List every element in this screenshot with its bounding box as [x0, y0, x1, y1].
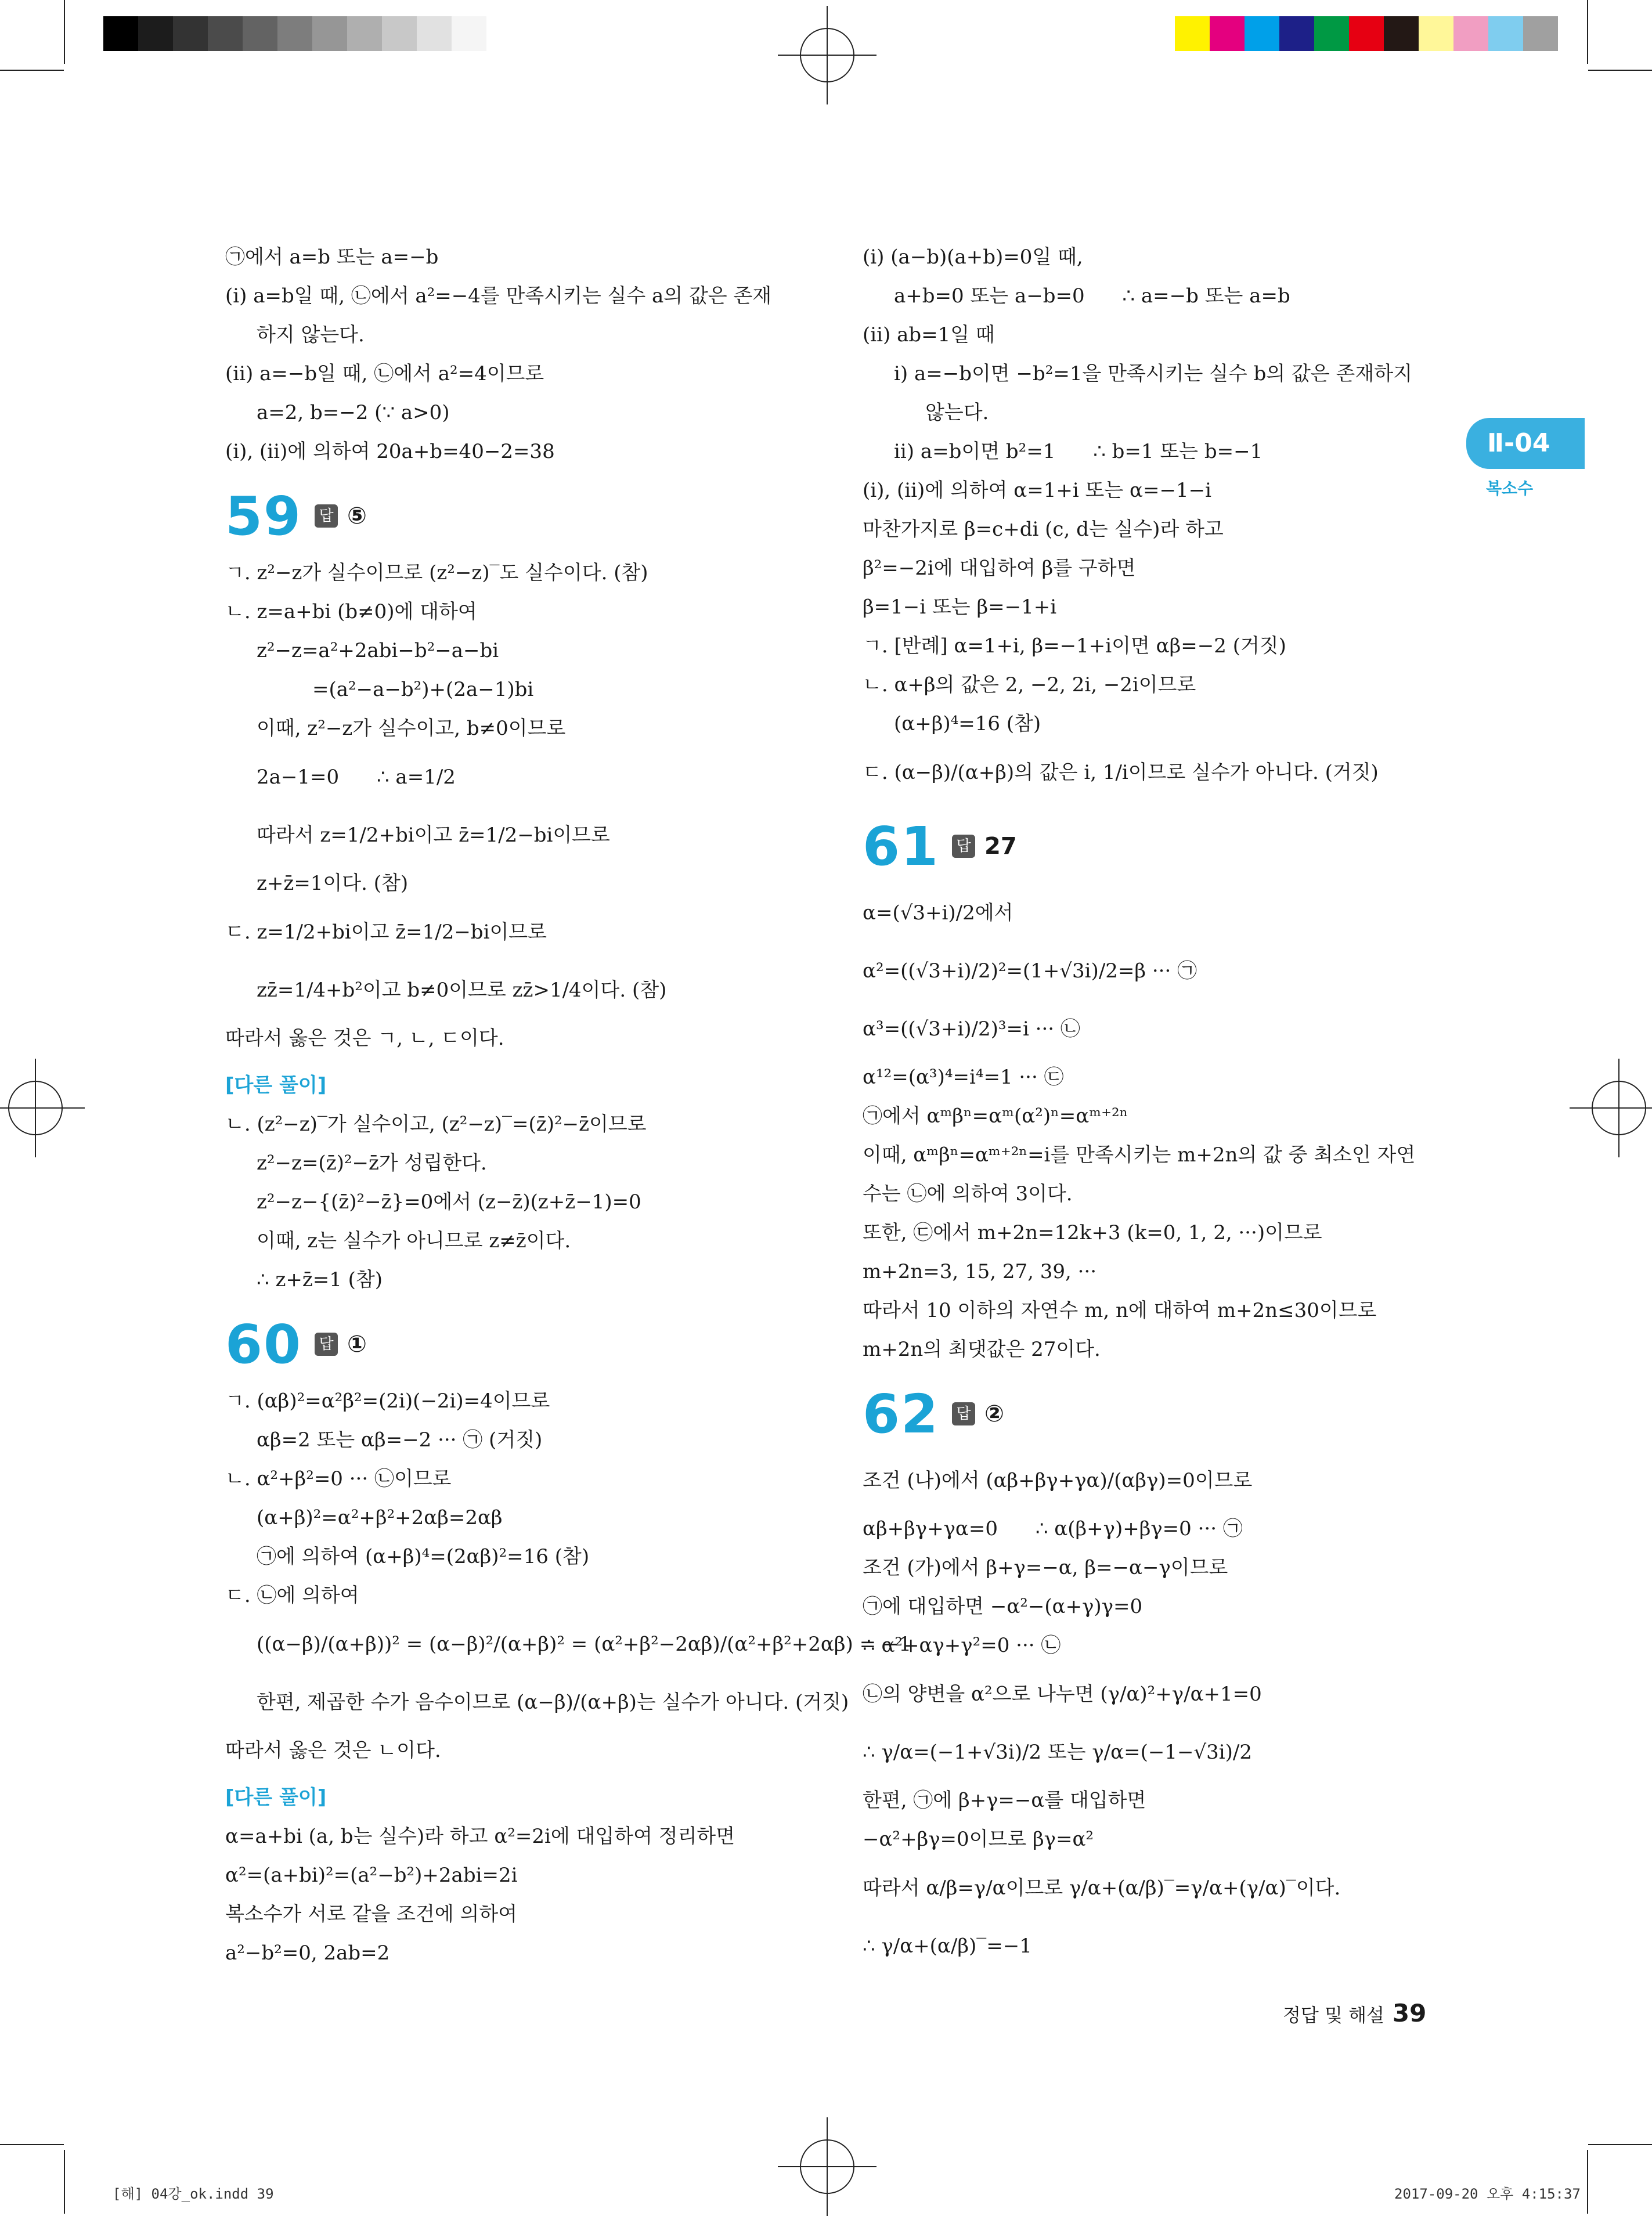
- text-line: α²=(a+bi)²=(a²−b²)+2abi=2i: [225, 1864, 518, 1887]
- file-slug: [해] 04강_ok.indd 39: [113, 2186, 274, 2202]
- text-line: 않는다.: [925, 401, 989, 424]
- text-line: ㄴ. α+β의 값은 2, −2, 2i, −2i이므로: [863, 673, 1196, 696]
- text-line: a=2, b=−2 (∵ a>0): [257, 401, 450, 424]
- chapter-tab: Ⅱ-04: [1466, 418, 1585, 469]
- text-line: β=1−i 또는 β=−1+i: [863, 595, 1057, 619]
- text-line: α=a+bi (a, b는 실수)라 하고 α²=2i에 대입하여 정리하면: [225, 1825, 735, 1848]
- text-line: ㄱ. z²−z가 실수이므로 (z²−z)‾도 실수이다. (참): [225, 561, 648, 584]
- text-line: 따라서 옳은 것은 ㄴ이다.: [225, 1739, 441, 1762]
- text-line: ((α−β)/(α+β))² = (α−β)²/(α+β)² = (α²+β²−2αβ)/(α²+β²+2αβ) = −1: [257, 1633, 912, 1656]
- gray-swatch: [312, 16, 347, 51]
- text-line: (ⅰ), (ⅱ)에 의하여 α=1+i 또는 α=−1−i: [863, 479, 1211, 502]
- color-swatch: [1419, 16, 1453, 51]
- gray-swatch: [243, 16, 277, 51]
- question-number: 62: [863, 1383, 940, 1445]
- text-line: 따라서 옳은 것은 ㄱ, ㄴ, ㄷ이다.: [225, 1027, 504, 1050]
- text-line: 한편, 제곱한 수가 음수이므로 (α−β)/(α+β)는 실수가 아니다. (거짓): [257, 1691, 849, 1714]
- text-line: (ⅰ) a=b일 때, ㉡에서 a²=−4를 만족시키는 실수 a의 값은 존재: [225, 284, 772, 308]
- color-swatch: [1175, 16, 1210, 51]
- color-swatch: [1245, 16, 1279, 51]
- gray-swatch: [347, 16, 382, 51]
- text-line: 이때, z는 실수가 아니므로 z≠z̄이다.: [257, 1229, 571, 1253]
- question-header-60: [225, 1306, 829, 1382]
- color-swatch: [1279, 16, 1314, 51]
- chapter-subtitle: 복소수: [1486, 479, 1534, 498]
- question-header-59: [225, 478, 829, 554]
- gray-swatch: [417, 16, 452, 51]
- text-line: 마찬가지로 β=c+di (c, d는 실수)라 하고: [863, 518, 1224, 541]
- text-line: 2a−1=0 ∴ a=1/2: [257, 766, 456, 789]
- color-swatch: [1314, 16, 1349, 51]
- text-line: 따라서 z=1/2+bi이고 z̄=1/2−bi이므로: [257, 824, 610, 847]
- text-line: a²−b²=0, 2ab=2: [225, 1941, 390, 1965]
- text-line: =(a²−a−b²)+(2a−1)bi: [312, 678, 534, 701]
- text-line: ㉠에 대입하면 −α²−(α+γ)γ=0: [863, 1595, 1143, 1618]
- text-line: (α+β)⁴=16 (참): [894, 712, 1041, 735]
- registration-mark: [1592, 1081, 1646, 1135]
- text-line: ㄷ. ㉡에 의하여: [225, 1584, 359, 1607]
- gray-swatch: [452, 16, 486, 51]
- registration-mark: [8, 1081, 63, 1135]
- right-column: [863, 238, 1443, 1975]
- text-line: ㄱ. [반례] α=1+i, β=−1+i이면 αβ=−2 (거짓): [863, 634, 1286, 658]
- text-line: ⅱ) a=b이면 b²=1 ∴ b=1 또는 b=−1: [894, 440, 1263, 463]
- text-line: m+2n=3, 15, 27, 39, ···: [863, 1260, 1097, 1283]
- text-line: (ⅰ), (ⅱ)에 의하여 20a+b=40−2=38: [225, 440, 555, 463]
- crop-mark: [0, 70, 64, 71]
- text-line: 따라서 10 이하의 자연수 m, n에 대하여 m+2n≤30이므로: [863, 1299, 1377, 1322]
- text-line: a+b=0 또는 a−b=0 ∴ a=−b 또는 a=b: [894, 284, 1290, 308]
- text-line: ㄱ. (αβ)²=α²β²=(2i)(−2i)=4이므로: [225, 1389, 550, 1413]
- crop-mark: [1587, 0, 1588, 64]
- text-line: ⅰ) a=−b이면 −b²=1을 만족시키는 실수 b의 값은 존재하지: [894, 362, 1412, 385]
- text-line: 또한, ㉢에서 m+2n=12k+3 (k=0, 1, 2, ···)이므로: [863, 1221, 1322, 1244]
- question-number: 59: [225, 485, 302, 547]
- text-line: β²=−2i에 대입하여 β를 구하면: [863, 557, 1136, 580]
- alternative-solution-title: [다른 풀이]: [225, 1074, 327, 1097]
- text-line: αβ=2 또는 αβ=−2 ··· ㉠ (거짓): [257, 1428, 543, 1452]
- text-line: ㄴ. α²+β²=0 ··· ㉡이므로: [225, 1467, 452, 1490]
- page-footer: [1283, 1999, 1426, 2027]
- color-swatch: [1384, 16, 1419, 51]
- crop-mark: [0, 2144, 64, 2145]
- crop-mark: [1588, 2144, 1652, 2145]
- answer-label-badge: 답: [952, 835, 975, 858]
- answer-value: ②: [984, 1400, 1004, 1427]
- answer-value: ①: [347, 1330, 367, 1358]
- text-line: ㄷ. z=1/2+bi이고 z̄=1/2−bi이므로: [225, 921, 547, 944]
- text-line: ㄴ. (z²−z)‾가 실수이고, (z²−z)‾=(z̄)²−z̄이므로: [225, 1113, 647, 1136]
- text-line: z²−z=(z̄)²−z̄가 성립한다.: [257, 1152, 487, 1175]
- text-line: ∴ γ/α+(α/β)‾=−1: [863, 1935, 1032, 1958]
- text-line: (ⅱ) a=−b일 때, ㉡에서 a²=4이므로: [225, 362, 544, 385]
- text-line: ∴ α²+αγ+γ²=0 ··· ㉡: [863, 1634, 1061, 1657]
- answer-value: ⑤: [347, 502, 367, 529]
- text-line: z²−z=a²+2abi−b²−a−bi: [257, 639, 499, 662]
- color-swatch: [1453, 16, 1488, 51]
- text-line: α=(√3+i)/2에서: [863, 901, 1013, 925]
- text-line: ㄷ. (α−β)/(α+β)의 값은 i, 1/i이므로 실수가 아니다. (거짓): [863, 761, 1379, 784]
- text-line: 수는 ㉡에 의하여 3이다.: [863, 1182, 1073, 1206]
- footer-label: 정답 및 해설: [1283, 2004, 1384, 2026]
- text-line: 조건 (가)에서 β+γ=−α, β=−α−γ이므로: [863, 1556, 1228, 1579]
- text-line: zz̄=1/4+b²이고 b≠0이므로 zz̄>1/4이다. (참): [257, 979, 667, 1002]
- text-line: 한편, ㉠에 β+γ=−α를 대입하면: [863, 1789, 1146, 1812]
- text-line: ㉠에서 αᵐβⁿ=αᵐ(α²)ⁿ=αᵐ⁺²ⁿ: [863, 1105, 1128, 1128]
- page-number: 39: [1392, 1999, 1427, 2027]
- text-line: α¹²=(α³)⁴=i⁴=1 ··· ㉢: [863, 1066, 1064, 1089]
- process-color-bar: [1175, 16, 1558, 51]
- gray-swatch: [103, 16, 138, 51]
- gray-swatch: [173, 16, 208, 51]
- text-line: ㉠에서 a=b 또는 a=−b: [225, 246, 439, 269]
- text-line: ∴ γ/α=(−1+√3i)/2 또는 γ/α=(−1−√3i)/2: [863, 1741, 1252, 1764]
- text-line: 하지 않는다.: [257, 323, 365, 347]
- question-number: 61: [863, 815, 940, 878]
- color-swatch: [1210, 16, 1245, 51]
- text-line: 따라서 α/β=γ/α이므로 γ/α+(α/β)‾=γ/α+(γ/α)‾이다.: [863, 1876, 1341, 1900]
- text-line: (α+β)²=α²+β²+2αβ=2αβ: [257, 1506, 503, 1529]
- answer-label-badge: 답: [315, 504, 338, 528]
- question-header-61: [863, 809, 1443, 884]
- text-line: α²=((√3+i)/2)²=(1+√3i)/2=β ··· ㉠: [863, 959, 1197, 983]
- answer-value: 27: [984, 832, 1017, 860]
- text-line: (ⅱ) ab=1일 때: [863, 323, 995, 347]
- answer-label-badge: 답: [952, 1402, 975, 1425]
- crop-mark: [1588, 70, 1652, 71]
- text-line: ㄴ. z=a+bi (b≠0)에 대하여: [225, 600, 477, 623]
- text-line: ㉡의 양변을 α²으로 나누면 (γ/α)²+γ/α+1=0: [863, 1683, 1262, 1706]
- text-line: 이때, αᵐβⁿ=αᵐ⁺²ⁿ=i를 만족시키는 m+2n의 값 중 최소인 자연: [863, 1143, 1416, 1167]
- text-line: ∴ z+z̄=1 (참): [257, 1268, 383, 1291]
- text-line: αβ+βγ+γα=0 ∴ α(β+γ)+βγ=0 ··· ㉠: [863, 1517, 1243, 1540]
- color-swatch: [1349, 16, 1384, 51]
- gray-swatch: [138, 16, 173, 51]
- grayscale-color-bar: [103, 16, 486, 51]
- text-line: 조건 (나)에서 (αβ+βγ+γα)/(αβγ)=0이므로: [863, 1469, 1253, 1492]
- text-line: z²−z−{(z̄)²−z̄}=0에서 (z−z̄)(z+z̄−1)=0: [257, 1190, 641, 1214]
- gray-swatch: [208, 16, 243, 51]
- question-number: 60: [225, 1313, 302, 1376]
- gray-swatch: [382, 16, 417, 51]
- text-line: 복소수가 서로 같을 조건에 의하여: [225, 1903, 518, 1926]
- text-line: z+z̄=1이다. (참): [257, 872, 409, 895]
- crop-mark: [64, 0, 65, 64]
- color-swatch: [1488, 16, 1523, 51]
- registration-mark: [800, 28, 854, 82]
- question-header-62: [863, 1376, 1443, 1452]
- text-line: (ⅰ) (a−b)(a+b)=0일 때,: [863, 246, 1083, 269]
- crop-mark: [64, 2150, 65, 2214]
- text-line: m+2n의 최댓값은 27이다.: [863, 1338, 1101, 1361]
- registration-mark: [800, 2139, 854, 2194]
- text-line: −α²+βγ=0이므로 βγ=α²: [863, 1828, 1094, 1851]
- color-swatch: [1523, 16, 1558, 51]
- text-line: 이때, z²−z가 실수이고, b≠0이므로: [257, 717, 566, 740]
- crop-mark: [1587, 2150, 1588, 2214]
- answer-label-badge: 답: [315, 1333, 338, 1356]
- text-line: ㉠에 의하여 (α+β)⁴=(2αβ)²=16 (참): [257, 1545, 590, 1568]
- gray-swatch: [277, 16, 312, 51]
- print-timestamp: 2017-09-20 오후 4:15:37: [1394, 2186, 1581, 2202]
- alternative-solution-title: [다른 풀이]: [225, 1786, 327, 1809]
- text-line: α³=((√3+i)/2)³=i ··· ㉡: [863, 1017, 1080, 1041]
